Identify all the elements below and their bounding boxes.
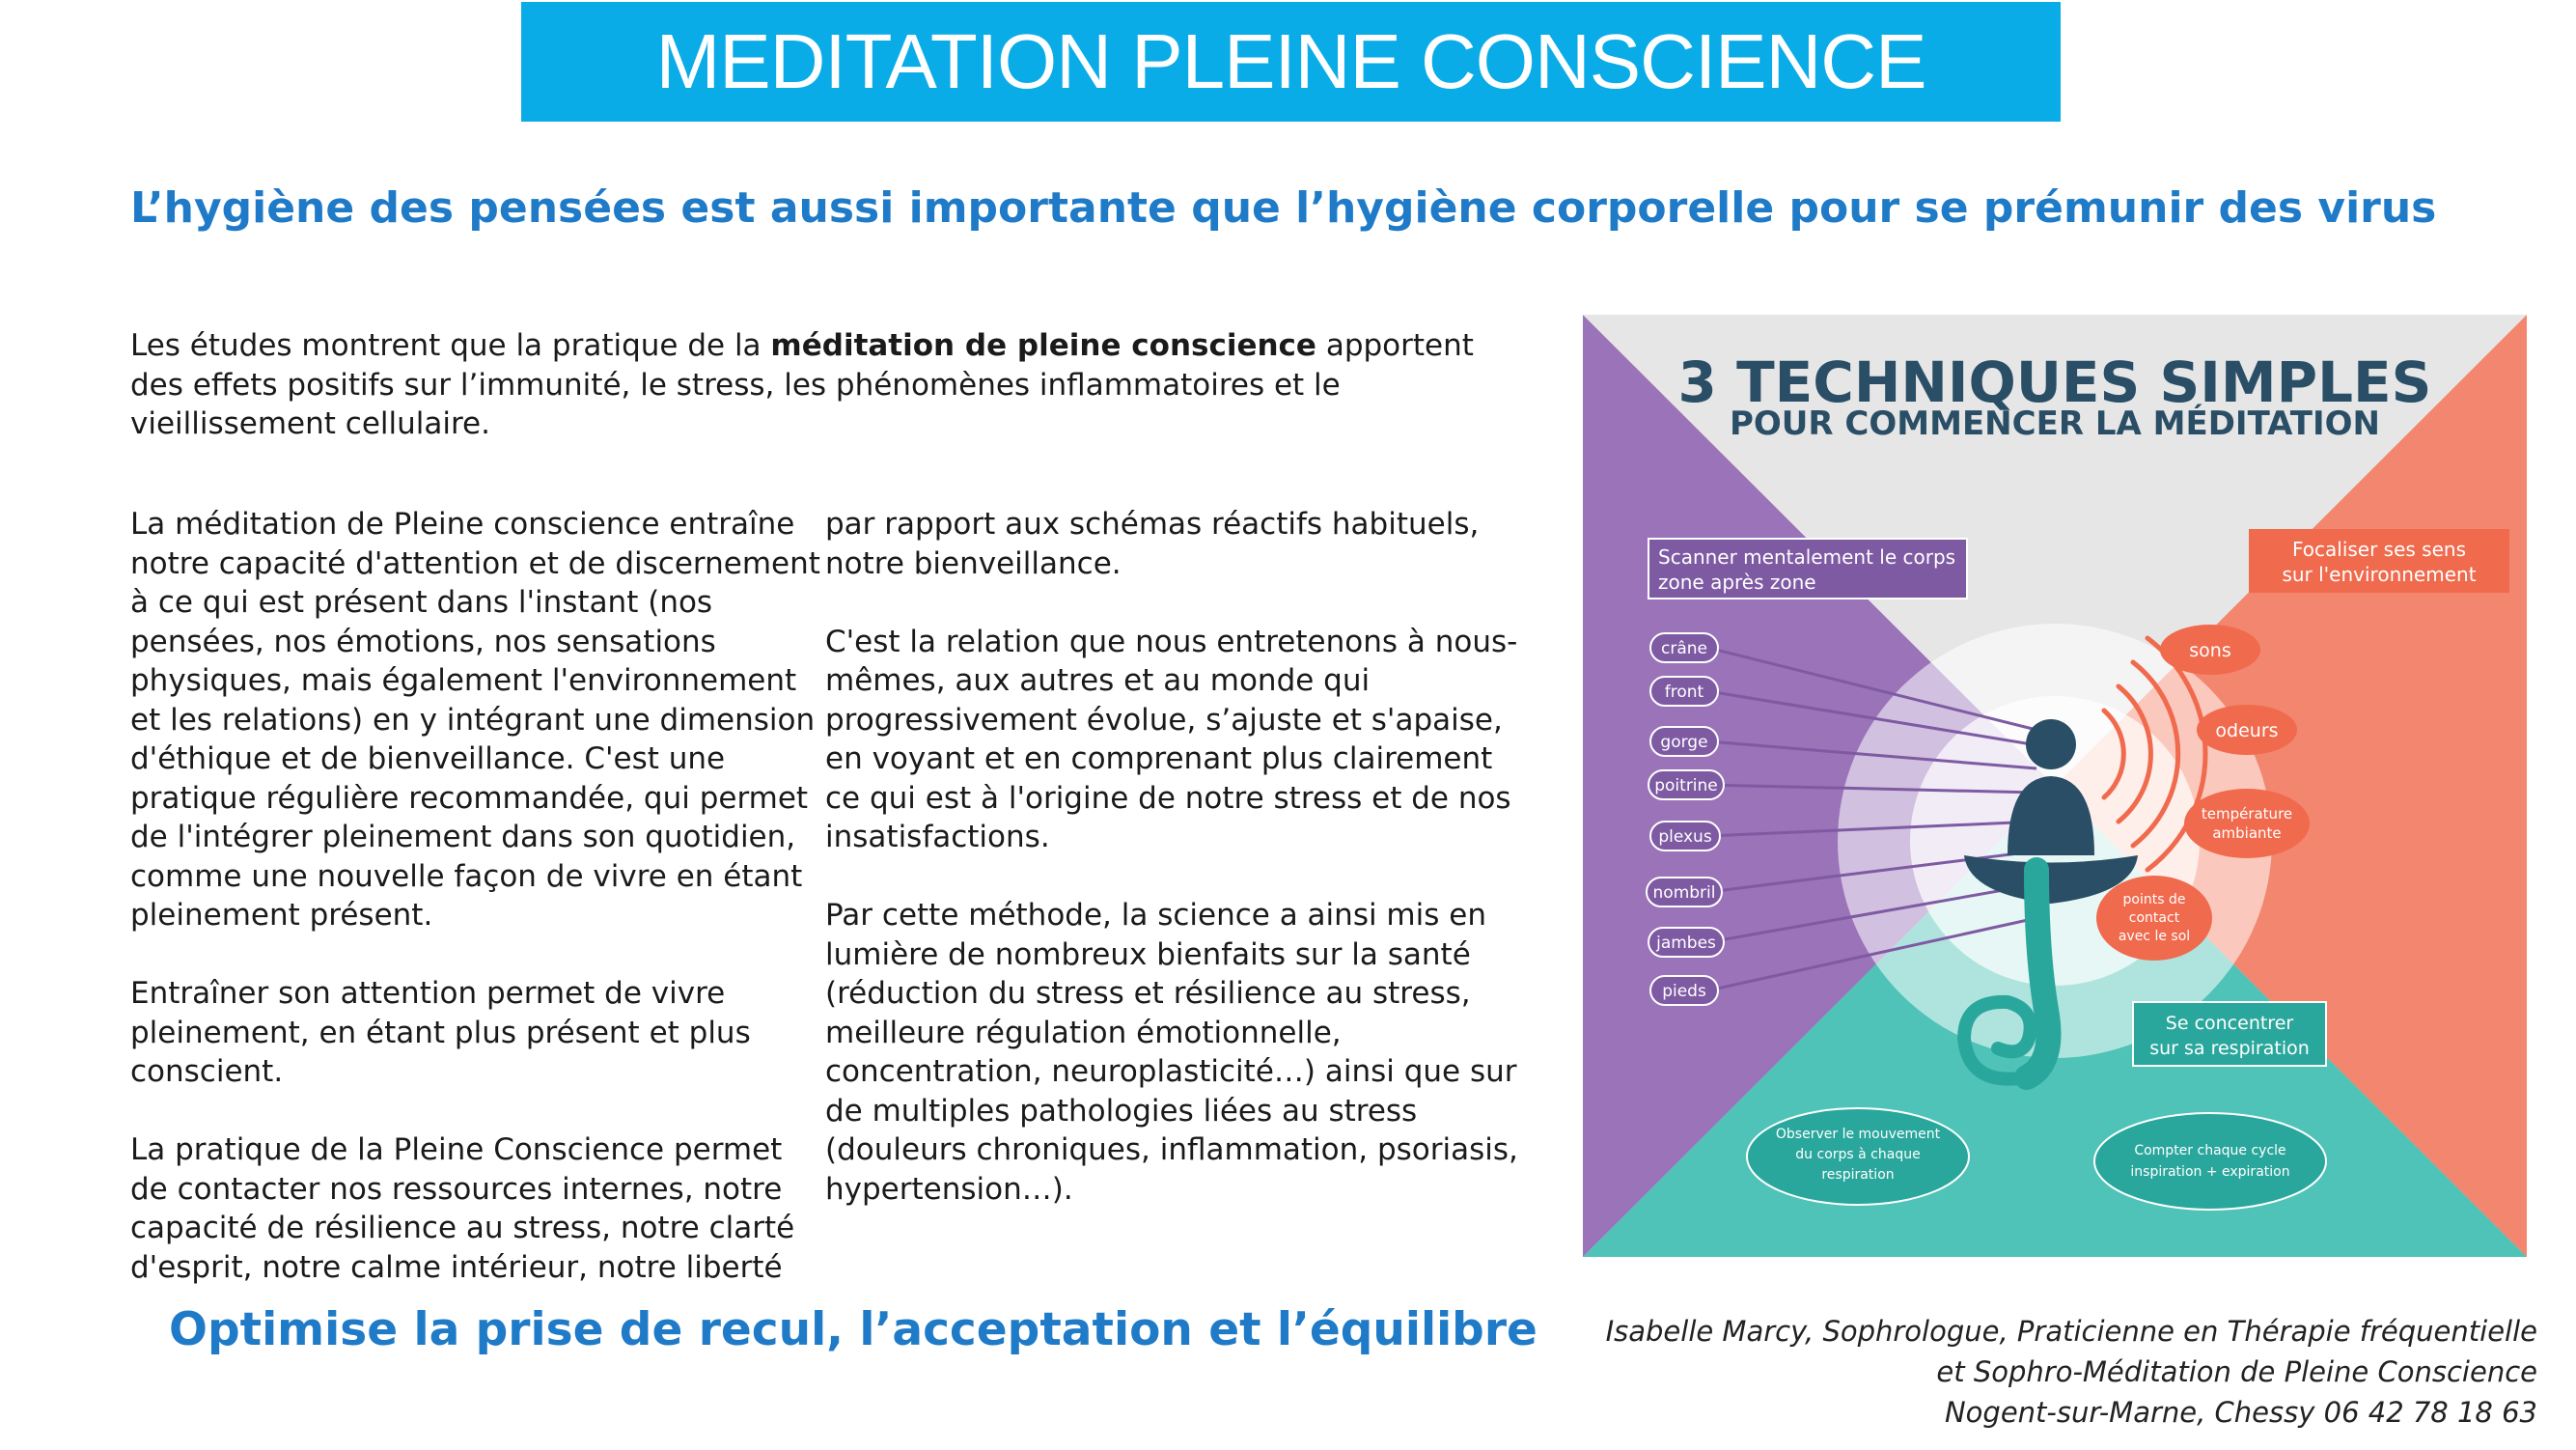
subtitle: L’hygiène des pensées est aussi importante que l’hygiène corporelle pour se prémunir des virus <box>130 183 2437 233</box>
column2-paragraph-1: par rapport aux schémas réactifs habituels, notre bienveillance. <box>825 507 1480 581</box>
text-column-left <box>130 505 820 1326</box>
senses-box-line-1: Focaliser ses sens <box>2291 538 2467 561</box>
bubble-contact-line-2: contact <box>2128 910 2180 926</box>
bubble-temperature <box>2184 789 2310 858</box>
bubble-sons-label: sons <box>2189 640 2231 661</box>
text-column-right <box>825 505 1530 1248</box>
credits-line-3: Nogent-sur-Marne, Chessy 06 42 78 18 63 <box>1944 1396 2537 1429</box>
scan-box-line-1: Scanner mentalement le corps <box>1658 545 1956 569</box>
bubble-temperature-line-2: ambiante <box>2212 824 2282 842</box>
author-credits <box>1606 1311 2537 1433</box>
pill-nombril-label: nombril <box>1652 883 1716 903</box>
title-banner <box>521 2 2061 122</box>
column2-paragraph-2: C'est la relation que nous entretenons à nous-mêmes, aux autres et au monde qui progressivement évolue, s’ajuste et s'apaise, en voyant et en comprenant plus clairement ce qui est à l'origine de notre stress et de nos insatisfactions. <box>825 624 1518 854</box>
intro-text-bold: méditation de pleine conscience <box>770 328 1316 363</box>
pill-poitrine-label: poitrine <box>1654 776 1718 795</box>
column1-paragraph-1: La méditation de Pleine conscience entraîne notre capacité d'attention et de discernement à ce qui est présent dans l'instant (nos pensées, nos émotions, nos sensations physiques, mais également l'environnement et les relations) en y intégrant une dimension d'éthique et de bienveillance. C'est une pratique régulière recommandée, qui permet de l'intégrer pleinement dans son quotidien, comme une nouvelle façon de vivre en étant pleinement présent. <box>130 507 820 933</box>
meditation-infographic <box>1583 315 2527 1257</box>
oval-count-line-1: Compter chaque cycle <box>2134 1143 2286 1158</box>
oval-count-line-2: inspiration + expiration <box>2130 1164 2290 1180</box>
pill-crane-label: crâne <box>1661 639 1707 658</box>
pill-plexus-label: plexus <box>1658 827 1712 847</box>
intro-text-start: Les études montrent que la pratique de la <box>130 328 771 363</box>
pill-pieds-label: pieds <box>1662 982 1706 1001</box>
credits-line-2: et Sophro-Méditation de Pleine Conscience <box>1936 1355 2537 1388</box>
oval-observe-line-1: Observer le mouvement <box>1775 1127 1941 1142</box>
infographic-canvas <box>1583 315 2527 1257</box>
breathing-box-line-2: sur sa respiration <box>2149 1038 2310 1059</box>
oval-count-cycles <box>2094 1113 2326 1210</box>
intro-text-end: apportent des effets positifs sur l’immunité, le stress, les phénomènes inflammatoires et le vieillissement cellulaire. <box>130 328 1474 441</box>
pill-front-label: front <box>1664 683 1704 702</box>
infographic-subtitle: POUR COMMENCER LA MÉDITATION <box>1729 404 2381 443</box>
page-title: MEDITATION PLEINE CONSCIENCE <box>655 18 1926 104</box>
column1-paragraph-2: Entraîner son attention permet de vivre pleinement, en étant plus présent et plus conscient. <box>130 976 751 1089</box>
bubble-contact-line-3: avec le sol <box>2118 929 2191 944</box>
column1-paragraph-3: La pratique de la Pleine Conscience permet de contacter nos ressources internes, notre capacité de résilience au stress, notre clarté d'esprit, notre calme intérieur, notre liberté <box>130 1132 795 1285</box>
column2-paragraph-3: Par cette méthode, la science a ainsi mis en lumière de nombreux bienfaits sur la santé (réduction du stress et résilience au stress, meilleure régulation émotionnelle, concentration, neuroplasticité…) ainsi que sur de multiples pathologies liées au stress (douleurs chroniques, inflammation, psoriasis, hypertension…). <box>825 898 1518 1207</box>
oval-observe-line-2: du corps à chaque <box>1795 1147 1921 1162</box>
credits-line-1: Isabelle Marcy, Sophrologue, Praticienne en Thérapie fréquentielle <box>1605 1315 2537 1348</box>
infographic-title: 3 TECHNIQUES SIMPLES <box>1677 349 2432 415</box>
pill-gorge-label: gorge <box>1660 733 1708 752</box>
bubble-contact-line-1: points de <box>2122 892 2186 907</box>
intro-paragraph <box>130 326 1510 444</box>
bubble-odeurs-label: odeurs <box>2215 720 2279 741</box>
scan-box-line-2: zone après zone <box>1658 571 1816 594</box>
pill-jambes-label: jambes <box>1656 934 1716 953</box>
bubble-temperature-line-1: température <box>2201 805 2293 823</box>
oval-observe-line-3: respiration <box>1821 1167 1895 1183</box>
tagline: Optimise la prise de recul, l’acceptation et l’équilibre <box>169 1303 1537 1356</box>
breathing-box-line-1: Se concentrer <box>2165 1013 2294 1034</box>
senses-box-line-2: sur l'environnement <box>2282 563 2477 586</box>
